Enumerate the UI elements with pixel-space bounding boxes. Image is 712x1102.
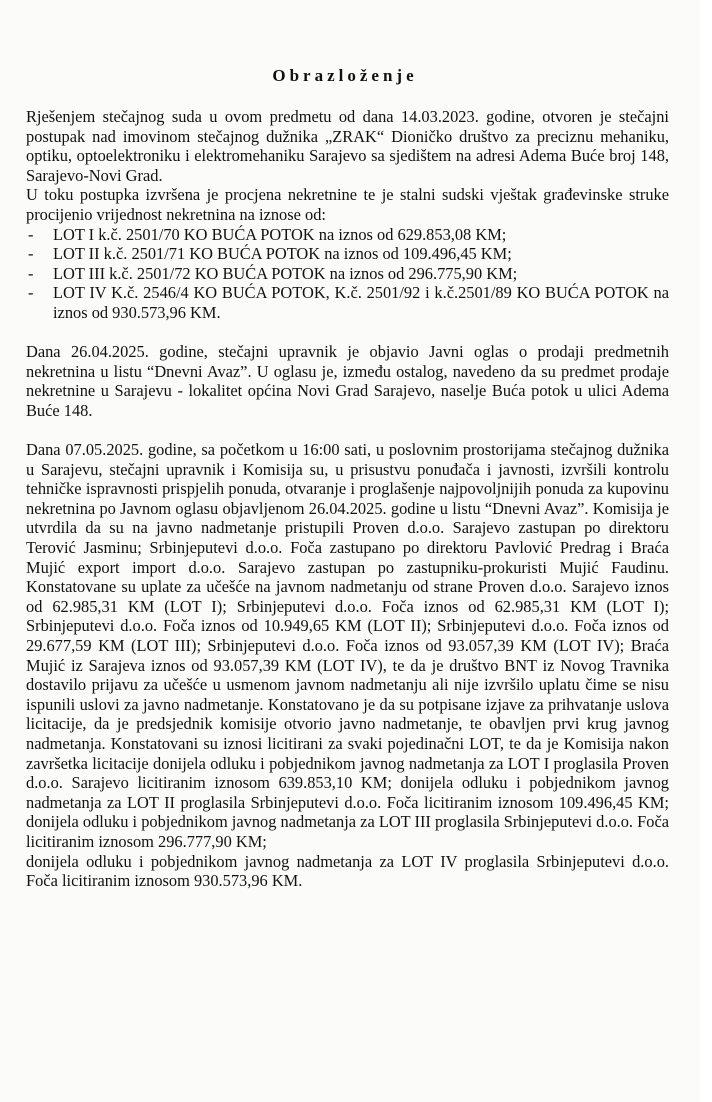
page-edge [700,0,712,1102]
lot-text: LOT I k.č. 2501/70 KO BUĆA POTOK na iznos od 629.853,08 KM; [53,224,507,244]
list-dash: - [28,283,34,303]
document-title: Obrazloženje [272,66,418,85]
paragraph-intro: Rješenjem stečajnog suda u ovom predmetu od dana 14.03.2023. godine, otvoren je stečajni postupak nad imovinom stečajnog dužnika „ZRAK“ Dioničko društvo za preciznu mehaniku, optiku, optoelektroniku i elektromehaniku Sarajevo sa sjedištem na adresi Adema Buće broj 148, Sarajevo-Novi Grad. [26,107,669,185]
paragraph-spacer [26,323,669,343]
paragraph-announcement: Dana 26.04.2025. godine, stečajni upravnik je objavio Javni oglas o prodaji predmetnih nekretnina u listu “Dnevni Avaz”. U oglasu je, između ostalog, navedeno da su predmet prodaje nekretnine u Sarajevu - lokalitet općina Novi Grad Sarajevo, naselje Buća potok u ulici Adema Buće 148. [26,342,669,420]
paragraph-auction: Dana 07.05.2025. godine, sa početkom u 16:00 sati, u poslovnim prostorijama stečajnog dužnika u Sarajevu, stečajni upravnik i Komisija su, u prisustvu ponuđača i javnosti, izvršili kontrolu tehničke ispravnosti prispjelih ponuda, otvaranje i proglašenje najpovoljnijih ponuda za kupovinu nekretnina po Javnom oglasu objavljenom 26.04.2025. godine u listu “Dnevni Avaz”. Komisija je utvrdila da su na javno nadmetanje pristupili Proven d.o.o. Sarajevo zastupan po direktoru Terović Jasminu; Srbinjeputevi d.o.o. Foča zastupano po direktoru Pavlović Predrag i Braća Mujić export import d.o.o. Sarajevo zastupan po zastupniku-prokuristi Mujić Faudinu. Konstatovane su uplate za učešće na javnom nadmetanju od strane Proven d.o.o. Sarajevo iznos od 62.985,31 KM (LOT I); Srbinjeputevi d.o.o. Foča iznos od 62.985,31 KM (LOT I); Srbinjeputevi d.o.o. Foča iznos od 10.949,65 KM (LOT II); Srbinjeputevi d.o.o. Foča iznos od 29.677,59 KM (LOT III); Srbinjeputevi d.o.o. Foča iznos od 93.057,39 KM (LOT IV); Braća Mujić iz Sarajeva iznos od 93.057,39 KM (LOT IV), te da je društvo BNT iz Novog Travnika dostavilo prijavu za učešće u usmenom javnom nadmetanju ali nije izvršilo uplatu čime se nisu ispunili uslovi za javno nadmetanje. Konstatovano je da su potpisane izjave za prihvatanje uslova licitacije, da je predsjednik komisije otvorio javno nadmetanje, te obavljen prvi krug javnog nadmetanja. Konstatovani su iznosi licitirani za svaki pojedinačni LOT, te da je Komisija nakon završetka licitacije donijela odluku i pobjednikom javnog nadmetanja za LOT I proglasila Proven d.o.o. Sarajevo licitiranim iznosom 639.853,10 KM; donijela odluku i pobjednikom javnog nadmetanja za LOT II proglasila Srbinjeputevi d.o.o. Foča licitiranim iznosom 109.496,45 KM; donijela odluku i pobjednikom javnog nadmetanja za LOT III proglasila Srbinjeputevi d.o.o. Foča licitiranim iznosom 296.777,90 KM; [26,440,669,851]
lot-text: LOT II k.č. 2501/71 KO BUĆA POTOK na iznos od 109.496,45 KM; [53,244,512,264]
list-dash: - [28,244,34,264]
document-body [26,107,669,891]
lot-list-item [26,264,669,284]
lot-text: LOT III k.č. 2501/72 KO BUĆA POTOK na iznos od 296.775,90 KM; [53,263,518,283]
lot-list-item [26,283,669,322]
paragraph-valuation-intro: U toku postupka izvršena je procjena nekretnine te je stalni sudski vještak građevinske struke procijenio vrijednost nekretnina na iznose od: [26,185,669,224]
lot-text: LOT IV K.č. 2546/4 KO BUĆA POTOK, K.č. 2501/92 i k.č.2501/89 KO BUĆA POTOK na iznos od 930.573,96 KM. [53,283,669,322]
paragraph-spacer [26,421,669,441]
paragraph-lot4-decision: donijela odluku i pobjednikom javnog nadmetanja za LOT IV proglasila Srbinjeputevi d.o.o. Foča licitiranim iznosom 930.573,96 KM. [26,851,669,891]
lot-list-item [26,244,669,264]
list-dash: - [28,224,34,244]
list-dash: - [28,263,34,283]
lot-list-item [26,225,669,245]
lot-valuation-list [26,225,669,323]
